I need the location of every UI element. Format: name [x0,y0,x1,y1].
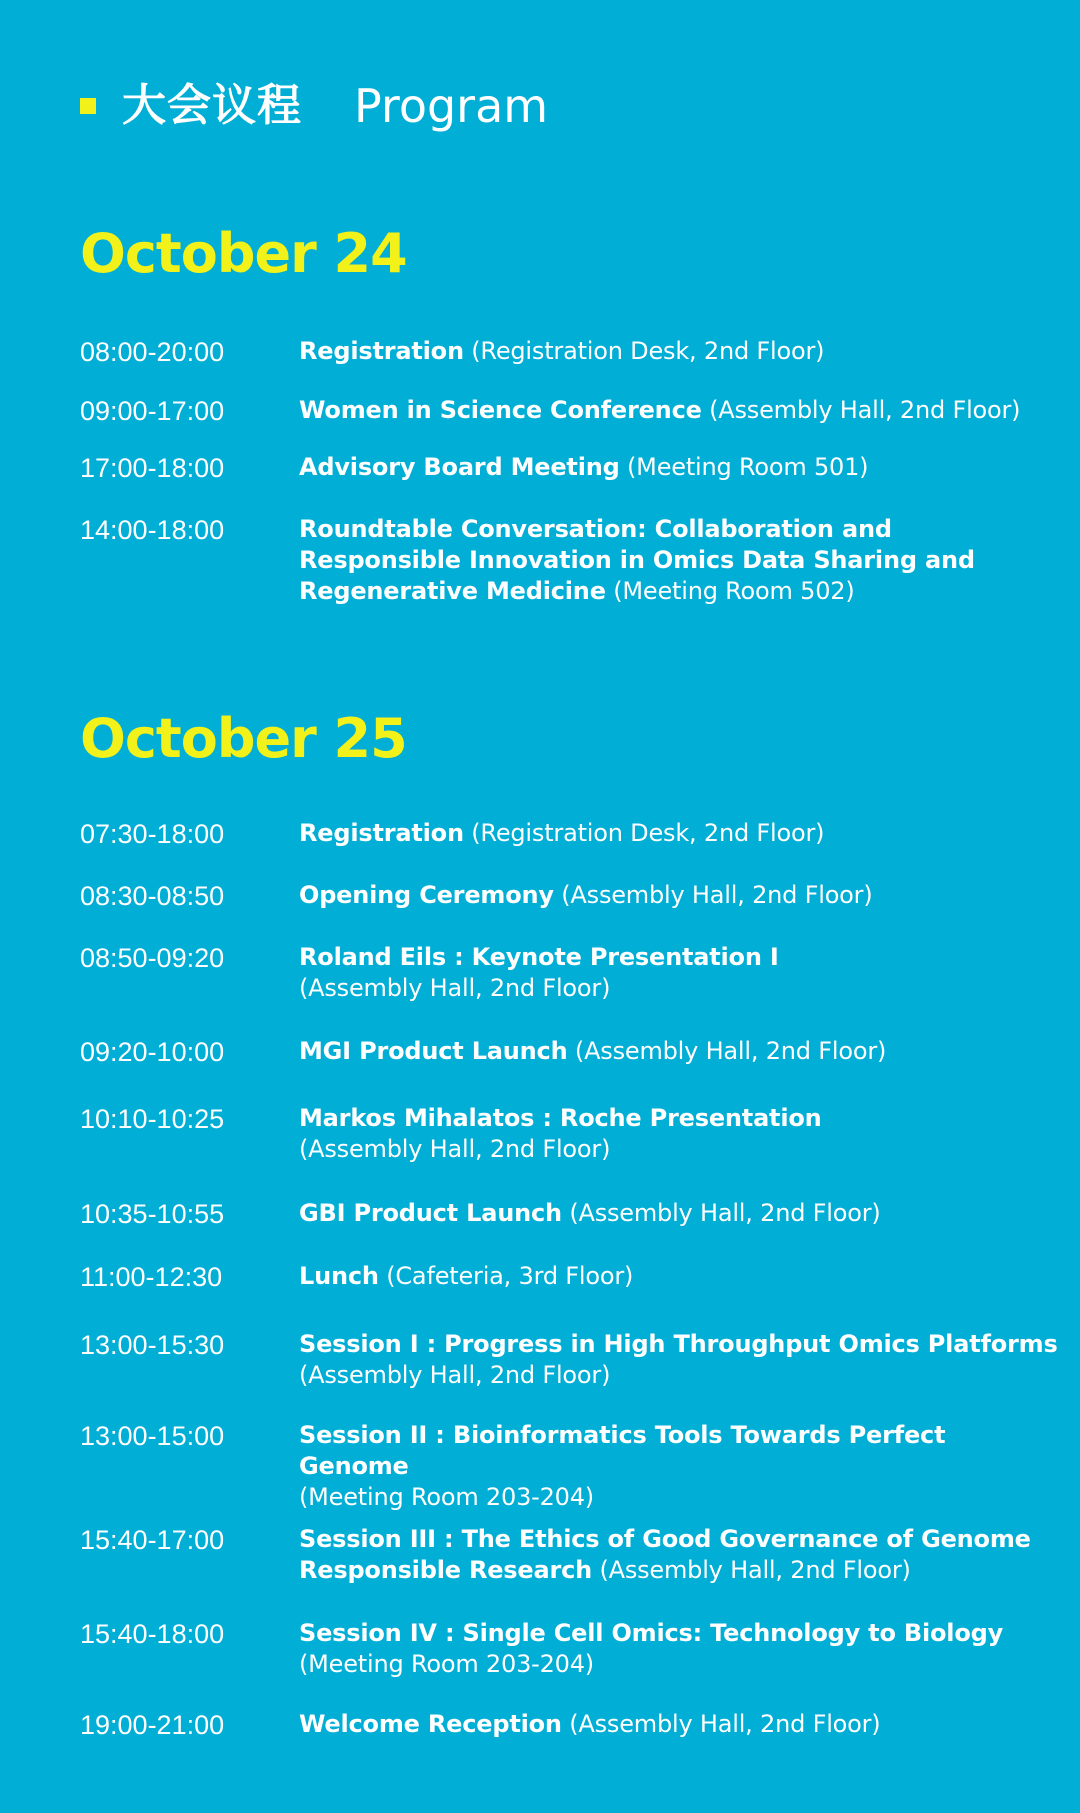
schedule-description [299,1709,1060,1740]
schedule-row [80,1420,1060,1513]
event-title: Roundtable Conversation: Collaboration and Responsible Innovation in Omics Data Sharing and Regenerative Medicine [299,515,975,605]
schedule-time: 15:40-18:00 [80,1619,225,1649]
program-title-english: Program [354,79,549,133]
schedule-time: 10:10-10:25 [80,1104,225,1134]
event-title: Session II : Bioinformatics Tools Towards Perfect Genome [299,1421,946,1480]
schedule-time: 08:00-20:00 [80,337,225,367]
event-title: Opening Ceremony [299,881,554,909]
event-title: Session I : Progress in High Throughput Omics Platforms [299,1330,1058,1358]
schedule-time: 14:00-18:00 [80,515,225,545]
event-title: Registration [299,819,464,847]
event-location: (Meeting Room 501) [619,453,869,481]
event-location: (Meeting Room 203-204) [299,1650,594,1678]
event-location: (Assembly Hall, 2nd Floor) [299,1361,611,1389]
schedule-time: 10:35-10:55 [80,1199,225,1229]
program-title-chinese: 大会议程 [122,80,302,131]
event-title: Roland Eils : Keynote Presentation I [299,943,779,971]
day-title-october-24: October 24 [80,222,407,285]
schedule-description [299,1420,1060,1513]
schedule-time: 15:40-17:00 [80,1525,225,1555]
schedule-time: 09:00-17:00 [80,396,225,426]
event-location: (Registration Desk, 2nd Floor) [463,819,825,847]
schedule-time: 08:30-08:50 [80,881,225,911]
schedule-row [80,1036,1060,1068]
event-title: Advisory Board Meeting [299,453,620,481]
event-title: Welcome Reception [299,1710,562,1738]
event-location: (Assembly Hall, 2nd Floor) [561,1710,881,1738]
schedule-row [80,1261,1060,1293]
schedule-time: 13:00-15:00 [80,1421,225,1451]
event-location: (Registration Desk, 2nd Floor) [463,337,825,365]
event-title: Registration [299,337,464,365]
event-title: Session III : The Ethics of Good Governance of Genome Responsible Research [299,1525,1031,1584]
schedule-time: 11:00-12:30 [80,1262,223,1292]
schedule-row [80,514,1060,607]
schedule-description [299,336,1060,367]
schedule-time: 19:00-21:00 [80,1710,225,1740]
event-location: (Cafeteria, 3rd Floor) [378,1262,634,1290]
event-location: (Assembly Hall, 2nd Floor) [299,1135,611,1163]
schedule-description [299,1103,1060,1165]
schedule-description [299,1329,1060,1391]
schedule-description [299,1524,1060,1586]
event-location: (Assembly Hall, 2nd Floor) [567,1037,887,1065]
schedule-row [80,395,1060,427]
event-location: (Assembly Hall, 2nd Floor) [561,1199,881,1227]
schedule-row [80,336,1060,368]
schedule-description [299,1618,1060,1680]
yellow-square-icon [80,98,96,114]
schedule-row [80,880,1060,912]
schedule-row [80,818,1060,850]
schedule-description [299,818,1060,849]
event-location: (Meeting Room 502) [605,577,855,605]
schedule-description [299,942,1060,1004]
schedule-description [299,1198,1060,1229]
schedule-row [80,1329,1060,1391]
schedule-row [80,942,1060,1004]
schedule-row [80,1103,1060,1165]
event-title: Markos Mihalatos : Roche Presentation [299,1104,822,1132]
schedule-description [299,1036,1060,1067]
schedule-time: 09:20-10:00 [80,1037,225,1067]
schedule-description [299,1261,1060,1292]
schedule-time: 13:00-15:30 [80,1330,225,1360]
schedule-description [299,514,1060,607]
schedule-time: 07:30-18:00 [80,819,225,849]
schedule-time: 17:00-18:00 [80,453,225,483]
schedule-description [299,452,1060,483]
event-location: (Assembly Hall, 2nd Floor) [299,974,611,1002]
schedule-row [80,1198,1060,1230]
event-location: (Assembly Hall, 2nd Floor) [701,396,1021,424]
event-title: Lunch [299,1262,379,1290]
day-title-october-25: October 25 [80,707,407,770]
event-location: (Meeting Room 203-204) [299,1483,594,1511]
event-title: Session IV : Single Cell Omics: Technology to Biology [299,1619,1004,1647]
event-title: GBI Product Launch [299,1199,562,1227]
schedule-row [80,1618,1060,1680]
schedule-description [299,880,1060,911]
event-title: MGI Product Launch [299,1037,568,1065]
event-location: (Assembly Hall, 2nd Floor) [592,1556,911,1584]
event-title: Women in Science Conference [299,396,702,424]
program-header [80,76,548,136]
event-location: (Assembly Hall, 2nd Floor) [553,881,873,909]
schedule-row [80,1709,1060,1741]
schedule-row [80,452,1060,484]
schedule-description [299,395,1060,426]
schedule-row [80,1524,1060,1586]
schedule-time: 08:50-09:20 [80,943,225,973]
